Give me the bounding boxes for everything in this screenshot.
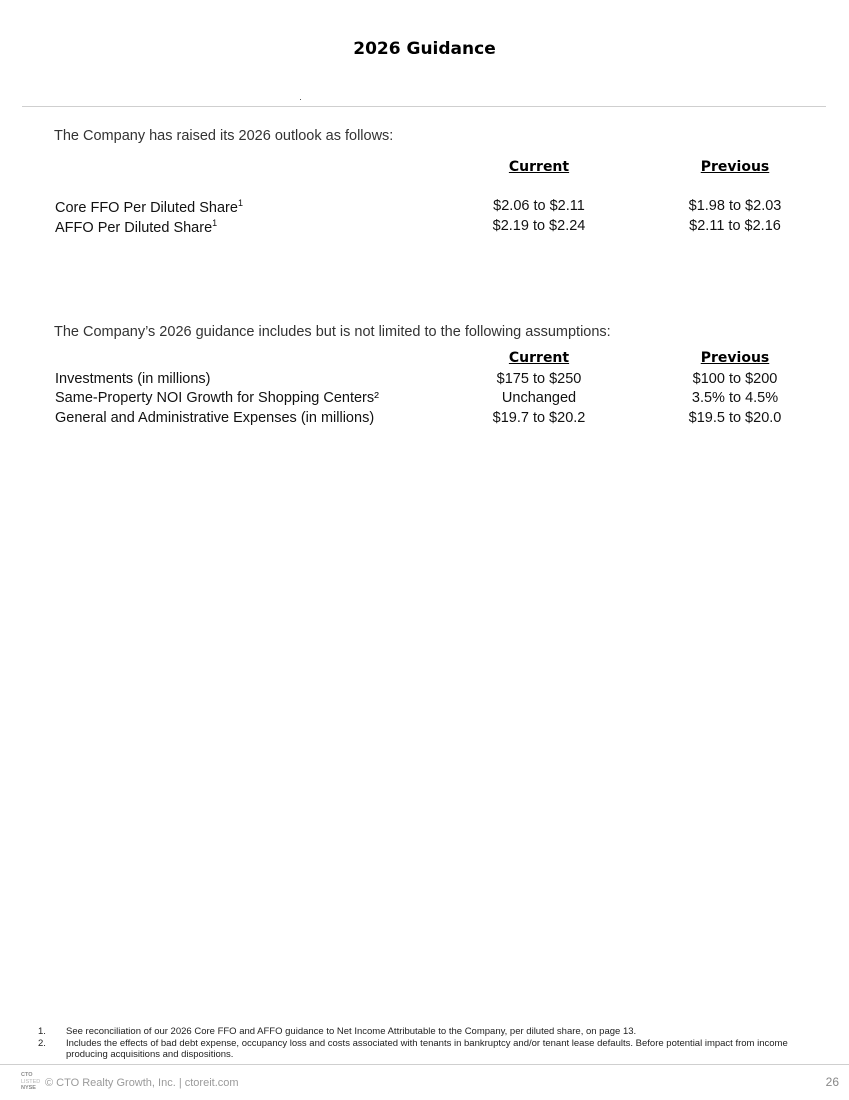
assumptions-row-previous: $19.5 to $20.0 <box>688 410 782 426</box>
footnote-text: See reconciliation of our 2026 Core FFO and AFFO guidance to Net Income Attributable to the Company, per diluted share, on page 13. <box>66 1026 637 1037</box>
outlook-row-previous: $2.11 to $2.16 <box>689 218 781 234</box>
outlook-row <box>0 198 849 218</box>
page-number: 26 <box>825 1075 839 1089</box>
assumptions-row-label: Investments (in millions) <box>55 371 211 387</box>
assumptions-row-current: Unchanged <box>501 390 577 406</box>
footnotes <box>38 1026 808 1061</box>
header-divider <box>22 106 826 107</box>
footnote-text: Includes the effects of bad debt expense, occupancy loss and costs associated with tenants in bankruptcy and/or tenant lease defaults. Before potential impact from income producing acquisitions and dispositions. <box>66 1037 788 1060</box>
assumptions-row <box>0 410 849 430</box>
outlook-current-header: Current <box>508 159 570 175</box>
decorative-dot <box>300 99 301 100</box>
outlook-row <box>0 218 849 238</box>
assumptions-row-previous: $100 to $200 <box>692 371 778 387</box>
assumptions-row-current: $175 to $250 <box>496 371 582 387</box>
assumptions-row <box>0 390 849 410</box>
footnote-ref: 1 <box>212 218 218 228</box>
assumptions-row <box>0 371 849 391</box>
footnote-item <box>38 1026 808 1038</box>
copyright-text: © CTO Realty Growth, Inc. | ctoreit.com <box>45 1077 239 1089</box>
assumptions-intro: The Company’s 2026 guidance includes but is not limited to the following assumptions: <box>54 324 611 340</box>
outlook-row-current: $2.06 to $2.11 <box>493 198 585 214</box>
footnote-item <box>38 1038 808 1061</box>
outlook-row-current: $2.19 to $2.24 <box>492 218 586 234</box>
outlook-intro: The Company has raised its 2026 outlook as follows: <box>54 128 394 144</box>
outlook-row-label: Core FFO Per Diluted Share$^1$ <box>55 198 243 216</box>
outlook-row-previous: $1.98 to $2.03 <box>688 198 782 214</box>
assumptions-row-label: General and Administrative Expenses (in millions) <box>55 410 375 426</box>
page-title: 2026 Guidance <box>353 39 496 59</box>
outlook-previous-header: Previous <box>700 159 770 175</box>
assumptions-current-header: Current <box>508 350 570 366</box>
assumptions-row-label: Same-Property NOI Growth for Shopping Centers² <box>55 390 379 406</box>
footer-divider <box>0 1064 849 1065</box>
nyse-logo: CTO LISTED NYSE <box>21 1072 41 1091</box>
footnote-number: 1. <box>38 1026 46 1037</box>
footnote-ref: 1 <box>237 198 243 208</box>
assumptions-previous-header: Previous <box>700 350 770 366</box>
footnote-number: 2. <box>38 1037 46 1049</box>
assumptions-row-previous: 3.5% to 4.5% <box>691 390 779 406</box>
outlook-row-label: AFFO Per Diluted Share$^1$ <box>55 218 218 236</box>
assumptions-row-current: $19.7 to $20.2 <box>492 410 586 426</box>
